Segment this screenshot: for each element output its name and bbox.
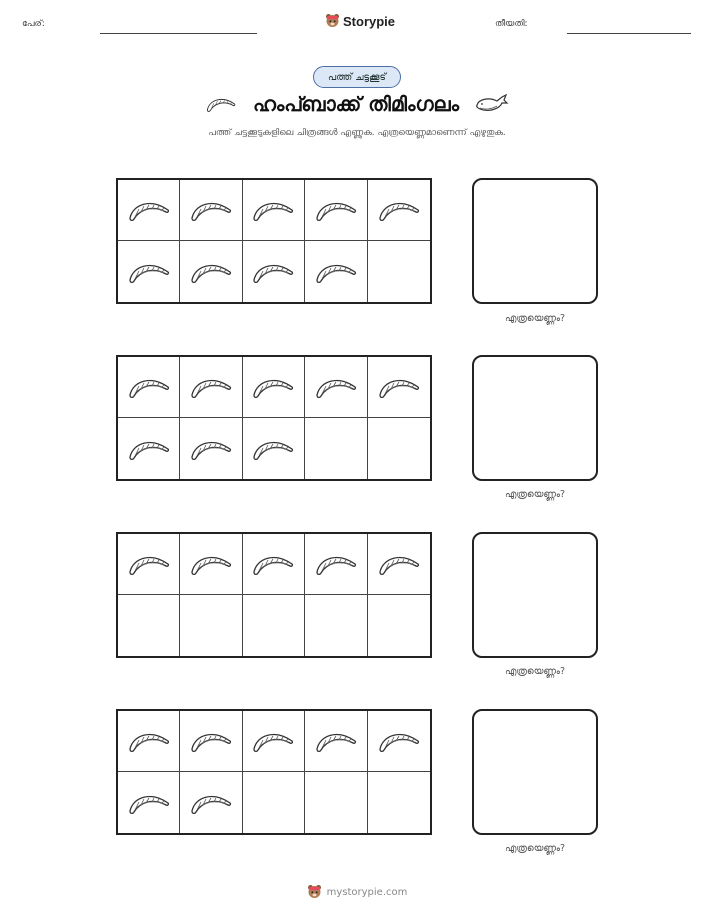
storypie-logo [325, 13, 395, 29]
frame-cell [305, 534, 367, 595]
frame-cell [118, 595, 180, 656]
ten-frame-3 [116, 532, 432, 658]
frame-cell [305, 241, 367, 302]
frame-cell [118, 772, 180, 833]
frame-cell [243, 418, 305, 479]
frame-cell [180, 711, 242, 772]
baleen-icon [251, 258, 295, 286]
baleen-icon [127, 435, 171, 463]
frame-cell [118, 418, 180, 479]
baleen-icon [189, 550, 233, 578]
baleen-icon [314, 550, 358, 578]
frame-cell [118, 711, 180, 772]
frame-cell [305, 357, 367, 418]
name-label: പേര്: [22, 19, 45, 29]
frame-cell [368, 595, 430, 656]
baleen-icon [127, 258, 171, 286]
ten-frame-4 [116, 709, 432, 835]
baleen-icon [189, 789, 233, 817]
baleen-icon [251, 727, 295, 755]
frame-cell [180, 357, 242, 418]
baleen-icon [189, 727, 233, 755]
ten-frame-1 [116, 178, 432, 304]
baleen-icon [127, 196, 171, 224]
baleen-icon [205, 94, 237, 114]
name-line[interactable] [100, 33, 257, 34]
title-row [0, 92, 714, 116]
frame-cell [368, 357, 430, 418]
baleen-icon [251, 196, 295, 224]
baleen-icon [377, 373, 421, 401]
answer-box-2[interactable] [472, 355, 598, 481]
baleen-icon [314, 727, 358, 755]
frame-cell [368, 534, 430, 595]
ten-frame-2 [116, 355, 432, 481]
frame-cell [305, 418, 367, 479]
brand-name: Storypie [343, 13, 396, 29]
frame-cell [118, 241, 180, 302]
baleen-icon [251, 550, 295, 578]
baleen-icon [189, 196, 233, 224]
baleen-icon [189, 373, 233, 401]
baleen-icon [127, 550, 171, 578]
baleen-icon [127, 373, 171, 401]
baleen-icon [377, 196, 421, 224]
topic-badge: പത്ത് ചട്ടക്കൂട് [313, 66, 401, 88]
baleen-icon [251, 373, 295, 401]
date-line[interactable] [567, 33, 691, 34]
frame-cell [243, 772, 305, 833]
frame-cell [368, 418, 430, 479]
frame-cell [368, 772, 430, 833]
frame-cell [243, 534, 305, 595]
date-label: തീയതി: [495, 19, 528, 29]
footer [0, 884, 714, 900]
frame-cell [305, 595, 367, 656]
bear-mascot-icon [307, 884, 322, 900]
answer-prompt-4: എത്രയെണ്ണം? [504, 843, 566, 854]
frame-cell [118, 357, 180, 418]
frame-cell [243, 241, 305, 302]
frame-cell [243, 357, 305, 418]
frame-cell [180, 180, 242, 241]
frame-cell [305, 772, 367, 833]
answer-box-4[interactable] [472, 709, 598, 835]
frame-cell [243, 711, 305, 772]
baleen-icon [314, 373, 358, 401]
frame-cell [180, 534, 242, 595]
baleen-icon [314, 196, 358, 224]
frame-cell [305, 711, 367, 772]
frame-cell [180, 772, 242, 833]
frame-cell [305, 180, 367, 241]
answer-prompt-1: എത്രയെണ്ണം? [504, 313, 566, 324]
whale-icon [475, 93, 509, 115]
answer-box-1[interactable] [472, 178, 598, 304]
frame-cell [243, 180, 305, 241]
frame-cell [243, 595, 305, 656]
frame-cell [180, 595, 242, 656]
answer-box-3[interactable] [472, 532, 598, 658]
baleen-icon [377, 727, 421, 755]
frame-cell [368, 241, 430, 302]
footer-url[interactable]: mystorypie.com [326, 886, 408, 898]
frame-cell [180, 418, 242, 479]
answer-prompt-2: എത്രയെണ്ണം? [504, 489, 566, 500]
baleen-icon [251, 435, 295, 463]
frame-cell [368, 180, 430, 241]
frame-cell [368, 711, 430, 772]
baleen-icon [189, 258, 233, 286]
baleen-icon [189, 435, 233, 463]
worksheet-title: ഹംപ്ബാക്ക് തിമിംഗലം [252, 92, 460, 116]
instructions: പത്ത് ചട്ടക്കൂടുകളിലെ ചിത്രങ്ങൾ എണ്ണുക. എത്രയെണ്ണമാണെന്ന് എഴുതുക. [208, 128, 506, 138]
answer-prompt-3: എത്രയെണ്ണം? [504, 666, 566, 677]
baleen-icon [127, 789, 171, 817]
bear-mascot-icon [325, 13, 340, 29]
frame-cell [118, 534, 180, 595]
baleen-icon [127, 727, 171, 755]
frame-cell [180, 241, 242, 302]
baleen-icon [314, 258, 358, 286]
frame-cell [118, 180, 180, 241]
baleen-icon [377, 550, 421, 578]
